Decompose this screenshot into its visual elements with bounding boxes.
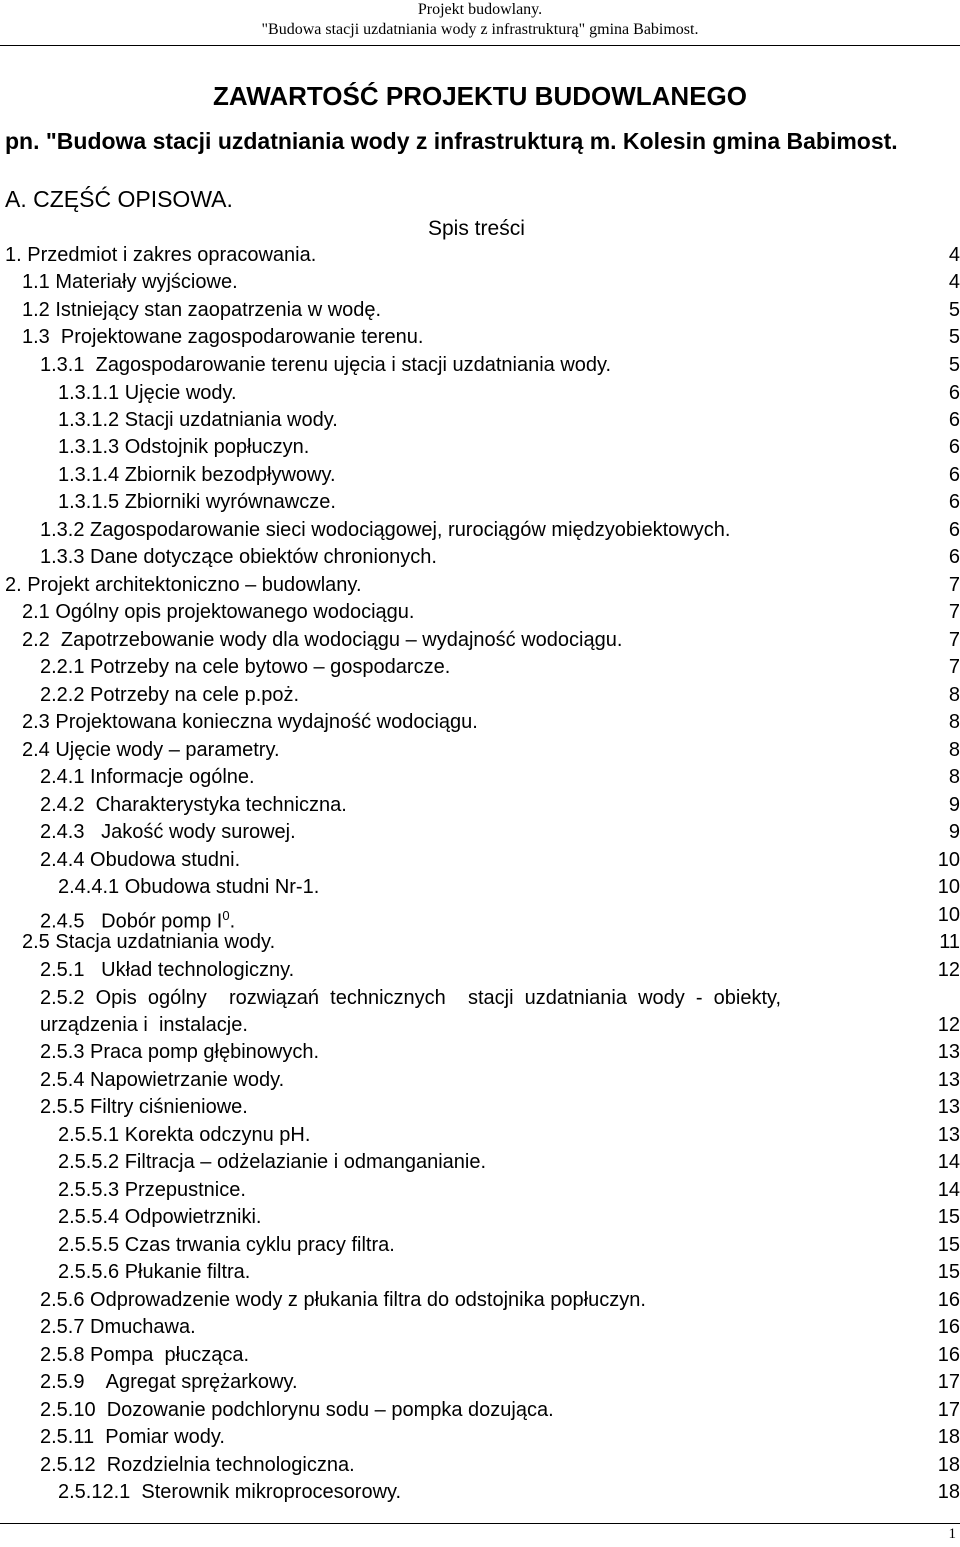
header-rule [0,45,960,46]
toc-entry[interactable] [0,1177,960,1204]
toc-entry[interactable] [0,517,960,544]
toc-entry[interactable] [0,462,960,489]
toc-entry[interactable] [0,1479,960,1506]
toc-entry-page: 7 [948,601,960,623]
toc-entry-title: 2.4.4 Obudowa studni. [40,849,241,871]
toc-entry-title: 1.3.2 Zagospodarowanie sieci wodociągowej, rurociągów międzyobiektowych. [40,519,731,541]
toc-entry[interactable] [0,1149,960,1176]
toc-entry[interactable] [0,1012,960,1039]
toc-entry[interactable] [0,434,960,461]
toc-entry-page: 6 [948,464,960,486]
toc-entry-page: 12 [937,1014,960,1036]
toc-entry[interactable] [0,269,960,296]
toc-entry-page: 17 [937,1371,960,1393]
toc-entry-page: 7 [948,656,960,678]
toc-entry-title: 2.5.8 Pompa płucząca. [40,1344,250,1366]
toc-entry[interactable] [0,407,960,434]
toc-entry-page: 13 [937,1041,960,1063]
toc-entry-title: 2.5.3 Praca pomp głębinowych. [40,1041,320,1063]
toc-entry-page: 10 [937,876,960,898]
toc-entry-page: 10 [937,849,960,871]
toc-entry-page: 8 [948,766,960,788]
toc-entry-title: 1.2 Istniejący stan zaopatrzenia w wodę. [22,299,382,321]
footer-rule [0,1523,960,1524]
toc-entry-page: 8 [948,739,960,761]
toc-entry-superscript: 0 [222,908,230,923]
toc-entry-title: 2.5.12.1 Sterownik mikroprocesorowy. [58,1481,402,1503]
toc-entry-title: 1.3.1.5 Zbiorniki wyrównawcze. [58,491,336,513]
toc-entry-title: 2.4.5 Dobór pomp I [40,910,223,933]
toc-entry[interactable] [0,792,960,819]
toc-entry[interactable] [0,682,960,709]
toc-entry-page: 6 [948,491,960,513]
toc-entry-title: 2.5.5.6 Płukanie filtra. [58,1261,251,1283]
toc-entry[interactable] [0,985,960,1012]
toc-entry[interactable] [0,297,960,324]
toc-entry-title: 2.2.2 Potrzeby na cele p.poż. [40,684,300,706]
toc-entry[interactable] [0,929,960,956]
toc-entry-title: 2.4.4.1 Obudowa studni Nr-1. [58,876,320,898]
toc-entry-tail: . [229,910,236,933]
page-number: 1 [948,1526,956,1542]
toc-entry-title: 2.3 Projektowana konieczna wydajność wodociągu. [22,711,478,733]
toc-entry-page: 18 [937,1481,960,1503]
toc-entry[interactable] [0,572,960,599]
toc-entry-title: 2.4.1 Informacje ogólne. [40,766,255,788]
document-title: ZAWARTOŚĆ PROJEKTU BUDOWLANEGO [213,81,747,111]
toc-entry-page: 9 [948,821,960,843]
toc-entry[interactable] [0,352,960,379]
toc-entry-title: 2.1 Ogólny opis projektowanego wodociągu. [22,601,415,623]
toc-entry[interactable] [0,380,960,407]
toc-entry[interactable] [0,1204,960,1231]
toc-entry-page: 6 [948,409,960,431]
toc-entry[interactable] [0,1314,960,1341]
toc-entry-title: 1.3.1.1 Ujęcie wody. [58,382,237,404]
toc-heading: Spis treści [428,217,525,240]
header-line-1: Projekt budowlany. [417,1,543,18]
toc-entry-page: 18 [937,1454,960,1476]
toc-entry-title: 2.5.5.1 Korekta odczynu pH. [58,1124,311,1146]
toc-entry-title: 2.2.1 Potrzeby na cele bytowo – gospodarcze. [40,656,451,678]
toc-entry-title: 2.4.2 Charakterystyka techniczna. [40,794,347,816]
toc-entry[interactable] [0,1259,960,1286]
toc-entry-title: 2.5.7 Dmuchawa. [40,1316,196,1338]
toc-entry-title: 2.5.5 Filtry ciśnieniowe. [40,1096,248,1118]
toc-entry[interactable] [0,709,960,736]
toc-entry-title: 2.5.1 Układ technologiczny. [40,959,295,981]
toc-entry-title: 1.1 Materiały wyjściowe. [22,271,238,293]
toc-entry[interactable] [0,1232,960,1259]
toc-entry-page: 11 [939,931,960,953]
toc-entry-title: 2.4.3 Jakość wody surowej. [40,821,296,843]
toc-entry-title: 1. Przedmiot i zakres opracowania. [5,244,317,266]
toc-entry-page: 6 [948,519,960,541]
toc-entry-page: 6 [948,436,960,458]
toc-entry[interactable] [0,764,960,791]
toc-entry[interactable] [0,819,960,846]
toc-entry-page: 5 [948,299,960,321]
toc-entry-title: 2. Projekt architektoniczno – budowlany. [5,574,362,596]
toc-entry-page: 15 [937,1234,960,1256]
toc-entry[interactable] [0,544,960,571]
toc-entry-page: 5 [948,326,960,348]
toc-entry[interactable] [0,1452,960,1479]
toc-entry[interactable] [0,1287,960,1314]
toc-entry-title: 2.5.12 Rozdzielnia technologiczna. [40,1454,355,1476]
toc-entry-page: 7 [948,574,960,596]
toc-entry-page: 16 [937,1344,960,1366]
toc-entry[interactable] [0,1424,960,1451]
toc-entry-page: 18 [937,1426,960,1448]
toc-entry-page: 13 [937,1069,960,1091]
toc-entry[interactable] [0,654,960,681]
section-heading: A. CZĘŚĆ OPISOWA. [5,186,233,212]
toc-entry-title: 2.5.2 Opis ogólny rozwiązań technicznych stacji uzdatniania wody - obiekty, [40,987,782,1009]
toc-entry-title: 2.5.4 Napowietrzanie wody. [40,1069,285,1091]
toc-entry-page: 8 [948,684,960,706]
toc-entry-page: 10 [937,904,960,926]
toc-entry-page: 14 [937,1151,960,1173]
toc-entry-title: 1.3 Projektowane zagospodarowanie terenu. [22,326,424,348]
toc-entry-page: 4 [948,244,960,266]
header-line-2: "Budowa stacji uzdatniania wody z infrastrukturą" gmina Babimost. [261,21,699,38]
toc-entry[interactable] [0,1067,960,1094]
toc-entry[interactable] [0,627,960,654]
toc-entry[interactable] [0,489,960,516]
toc-entry-page: 13 [937,1096,960,1118]
toc-entry[interactable] [0,1369,960,1396]
toc-entry-page: 9 [948,794,960,816]
toc-entry-title: 1.3.1.2 Stacji uzdatniania wody. [58,409,338,431]
toc-entry[interactable] [0,1397,960,1424]
toc-entry-title: 2.5.10 Dozowanie podchlorynu sodu – pompka dozująca. [40,1399,554,1421]
toc-entry-page: 13 [937,1124,960,1146]
toc-entry-page: 15 [937,1206,960,1228]
toc-entry-title: 1.3.1.4 Zbiornik bezodpływowy. [58,464,336,486]
toc-entry-title: 2.5.11 Pomiar wody. [40,1426,225,1448]
toc-entry-page: 4 [948,271,960,293]
toc-entry-title: urządzenia i instalacje. [40,1014,248,1036]
toc-entry[interactable] [0,874,960,901]
toc-entry-title: 2.5.5.5 Czas trwania cyklu pracy filtra. [58,1234,395,1256]
toc-entry-title: 2.5 Stacja uzdatniania wody. [22,931,276,953]
toc-entry-page: 7 [948,629,960,651]
toc-entry[interactable] [0,324,960,351]
toc-entry-title: 2.5.5.2 Filtracja – odżelazianie i odmanganianie. [58,1151,487,1173]
toc-entry-title: 2.5.5.4 Odpowietrzniki. [58,1206,262,1228]
toc-entry-page: 5 [948,354,960,376]
toc-entry-page: 17 [937,1399,960,1421]
toc-entry-page: 14 [937,1179,960,1201]
toc-entry-title: 2.4 Ujęcie wody – parametry. [22,739,280,761]
toc-entry-page: 12 [937,959,960,981]
toc-entry-title: 1.3.1 Zagospodarowanie terenu ujęcia i stacji uzdatniania wody. [40,354,612,376]
toc-entry-page: 8 [948,711,960,733]
toc-entry[interactable] [0,737,960,764]
toc-entry[interactable] [0,847,960,874]
toc-entry-title: 2.5.9 Agregat sprężarkowy. [40,1371,298,1393]
toc-entry-page: 6 [948,546,960,568]
toc-entry[interactable] [0,242,960,269]
toc-entry[interactable] [0,599,960,626]
toc-entry-page: 16 [937,1316,960,1338]
toc-entry[interactable] [0,902,960,933]
toc-entry[interactable] [0,957,960,984]
toc-entry[interactable] [0,1122,960,1149]
toc-entry[interactable] [0,1039,960,1066]
toc-entry-page: 6 [948,382,960,404]
page-header [0,0,960,40]
toc-entry-title: 1.3.3 Dane dotyczące obiektów chronionych. [40,546,437,568]
toc-entry-page: 15 [937,1261,960,1283]
toc-entry[interactable] [0,1094,960,1121]
toc-entry-page: 16 [937,1289,960,1311]
toc-entry-title: 1.3.1.3 Odstojnik popłuczyn. [58,436,310,458]
document-subtitle: pn. "Budowa stacji uzdatniania wody z infrastrukturą m. Kolesin gmina Babimost. [5,128,898,154]
toc-entry[interactable] [0,1342,960,1369]
toc-entry-title: 2.5.6 Odprowadzenie wody z płukania filtra do odstojnika popłuczyn. [40,1289,646,1311]
toc-entry-title: 2.5.5.3 Przepustnice. [58,1179,246,1201]
toc-entry-title: 2.2 Zapotrzebowanie wody dla wodociągu – wydajność wodociągu. [22,629,623,651]
